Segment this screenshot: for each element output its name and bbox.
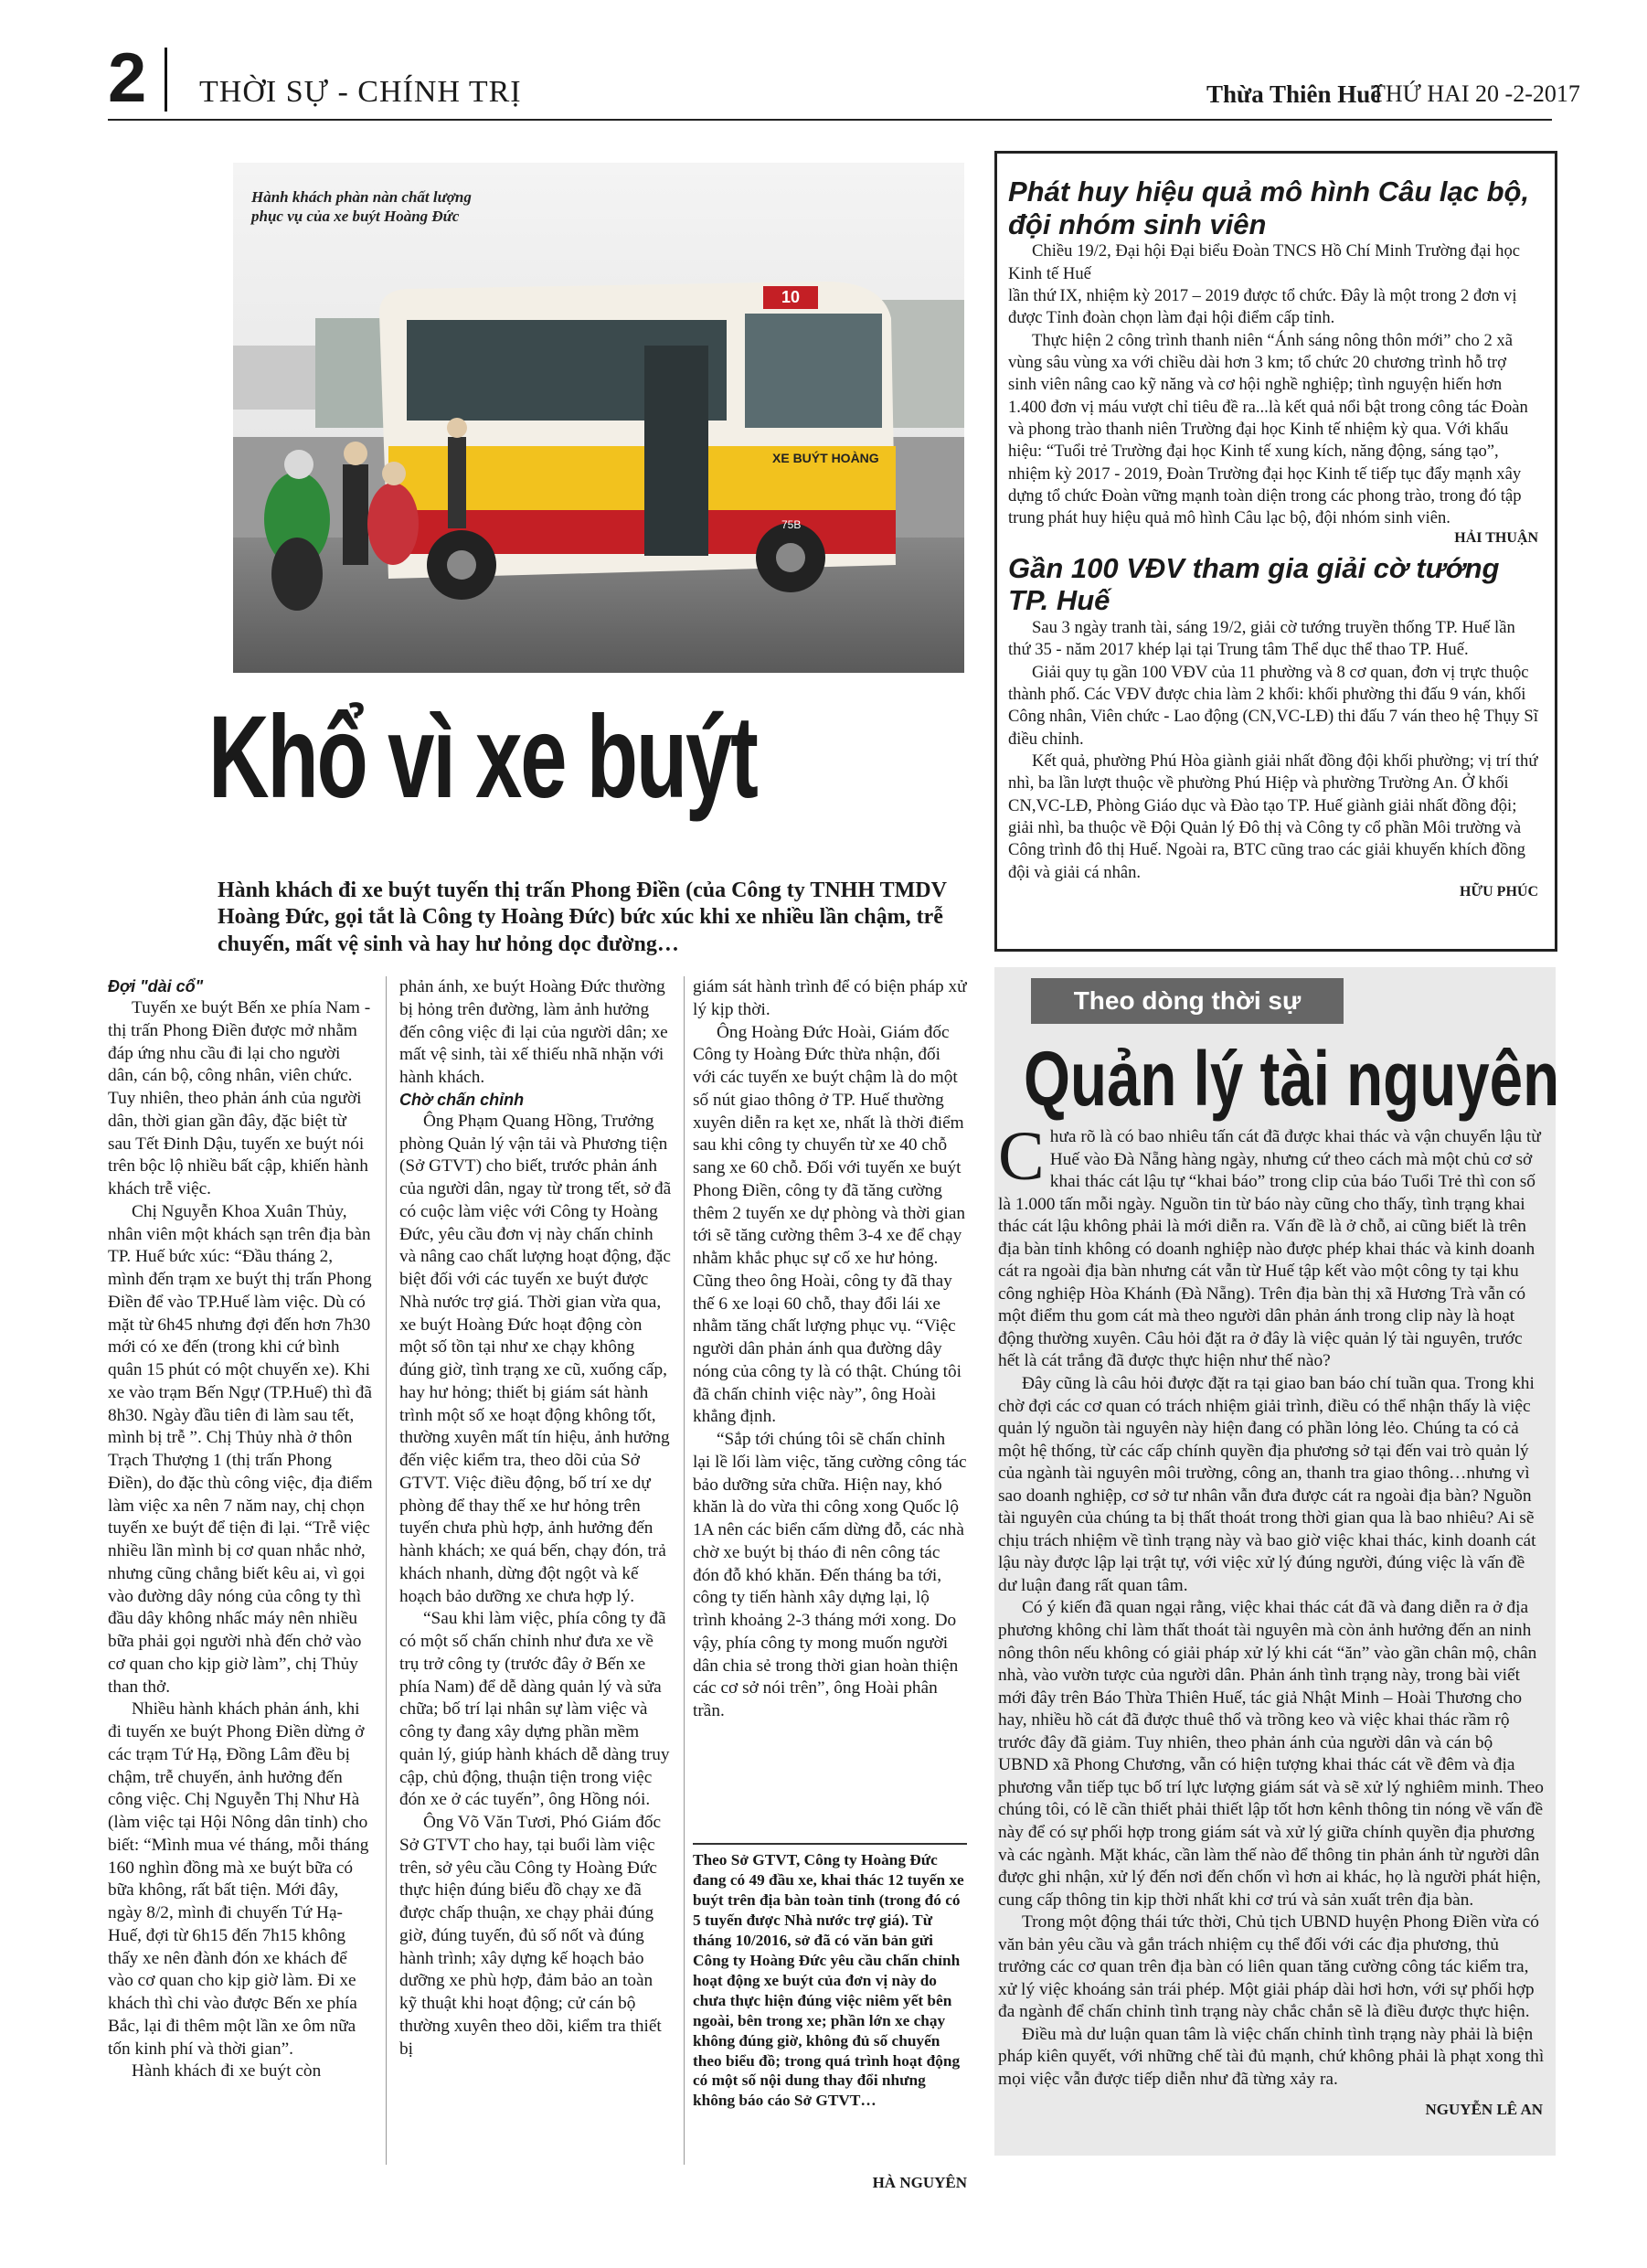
news-brief-box bbox=[994, 151, 1557, 952]
page-number: 2 bbox=[108, 39, 147, 117]
article-column-1 bbox=[108, 976, 373, 2083]
bus-plate: 75B bbox=[781, 518, 802, 531]
bus-photo bbox=[233, 163, 964, 673]
fact-note: Theo Sở GTVT, Công ty Hoàng Đức đang có 49 đầu xe, khai thác 12 tuyến xe buýt trên địa bàn toàn tỉnh (trong đó có 5 tuyến được Nhà nước trợ giá). Từ tháng 10/2016, sở đã có văn bản gửi Công ty Hoàng Đức yêu cầu chấn chỉnh hoạt động xe buýt của đơn vị này do chưa thực hiện đúng việc niêm yết bên ngoài, bên trong xe; phần lớn xe chạy không đúng giờ, không đủ số chuyến theo biểu đồ; trong quá trình hoạt động có một số nội dung thay đổi nhưng không báo cáo Sở GTVT… bbox=[693, 1843, 967, 2111]
paragraph: “Sắp tới chúng tôi sẽ chấn chỉnh lại lề lối làm việc, tăng cường công tác bảo dưỡng sửa chữa. Hiện nay, khó khăn là do vừa thi công xong Quốc lộ 1A nên các biển cấm dừng đỗ, các nhà chờ xe buýt bị tháo đi nên công tác đón đỗ khó khăn. Đến tháng ba tới, công ty tiến hành xây dựng lại, lộ trình khoảng 2-3 tháng mới xong. Do vậy, phía công ty mong muốn người dân chia sẻ trong thời gian hoàn thiện các cơ sở nói trên”, ông Hoài phân trần. bbox=[693, 1430, 967, 1720]
main-headline: Khổ vì xe buýt bbox=[208, 692, 757, 823]
brief-1-title: Phát huy hiệu quả mô hình Câu lạc bộ, đội nhóm sinh viên bbox=[1008, 176, 1530, 240]
column-divider bbox=[386, 976, 387, 2165]
paragraph: giám sát hành trình để có biện pháp xử lý kịp thời. bbox=[693, 977, 967, 1019]
paragraph: lần thứ IX, nhiệm kỳ 2017 – 2019 được tổ chức. Đây là một trong 2 đơn vị được Tỉnh đoàn chọn làm đại hội điểm cấp tỉnh. bbox=[1008, 285, 1517, 328]
paragraph: Giải quy tụ gần 100 VĐV của 11 phường và 8 cơ quan, đơn vị trực thuộc thành phố. Các VĐV được chia làm 2 khối: khối phường thi đấu 9 ván, khối Công nhân, Viên chức - Lao động (CN,VC-LĐ) thi đấu 7 ván theo hệ Thụy Sĩ điều chỉnh. bbox=[1008, 662, 1538, 749]
bus-photo-illustration bbox=[233, 163, 964, 673]
paragraph: “Sau khi làm việc, phía công ty đã có một số chấn chỉnh như đưa xe về trụ trở công ty (trước đây ở Bến xe phía Nam) để dễ dàng quản lý và sửa chữa; bố trí lại nhân sự làm việc và công ty đang xây dựng phần mềm quản lý, giúp hành khách dễ dàng truy cập, chủ động, thuận tiện trong việc đón xe ở các tuyến”, ông Hồng nói. bbox=[399, 1609, 670, 1810]
header-divider bbox=[165, 48, 167, 112]
paragraph: hưa rõ là có bao nhiêu tấn cát đã được khai thác và vận chuyển lậu từ Huế vào Đà Nẵng hàng ngày, nhưng cứ theo cách mà một chủ cơ sở khai thác cát lậu tự “khai báo” trong clip của báo Tuổi Trẻ thì con số là 1.000 tấn mỗi ngày. Nguồn tin từ báo này cũng cho thấy, tình trạng khai thác cát lậu không phải là mới diễn ra. Vấn đề là ở chỗ, ai cũng biết là trên địa bàn tỉnh không có doanh nghiệp nào được phép khai thác và kinh doanh cát ra ngoài địa bàn nhưng cát vẫn từ Huế tập kết vào một công ty tại khu công nghiệp Hòa Khánh (Đà Nẵng). Trên địa bàn thị xã Hương Trà vẫn có một điểm thu gom cát mà theo người dân phản ánh trong clip này là hoạt động thường xuyên. Câu hỏi đặt ra ở đây là việc quản lý tài nguyên, trước hết là cát trắng đã được thực hiện như thế nào? bbox=[998, 1127, 1541, 1371]
bus-route-label: 10 bbox=[781, 288, 801, 306]
paragraph: Sau 3 ngày tranh tài, sáng 19/2, giải cờ tướng truyền thống TP. Huế lần thứ 35 - năm 2017 khép lại tại Trung tâm Thể dục thể thao TP. Huế. bbox=[1008, 618, 1515, 660]
paragraph: Điều mà dư luận quan tâm là việc chấn chỉnh tình trạng này phải là biện pháp kiên quyết, với những chế tài đủ mạnh, chứ không phải là phạt xong thì mọi việc vẫn được tiếp diễn như đã từng xảy ra. bbox=[998, 2024, 1545, 2089]
paragraph: Ông Võ Văn Tươi, Phó Giám đốc Sở GTVT cho hay, tại buổi làm việc trên, sở yêu cầu Công ty Hoàng Đức thực hiện đúng biểu đồ chạy xe đã được chấp thuận, xe chạy phải đúng giờ, đúng tuyến, đủ số nốt và đúng hành trình; xây dựng kế hoạch bảo dưỡng xe phù hợp, đảm bảo an toàn kỹ thuật khi hoạt động; cử cán bộ thường xuyên theo dõi, kiểm tra thiết bị bbox=[399, 1813, 662, 2059]
paragraph: Hành khách đi xe buýt còn bbox=[132, 2061, 322, 2082]
issue-date: THỨ HAI 20 -2-2017 bbox=[1371, 80, 1580, 107]
paragraph: Đây cũng là câu hỏi được đặt ra tại giao ban báo chí tuần qua. Trong khi chờ đợi các cơ quan có trách nhiệm giải trình, điều có thể nhận thấy là việc quản lý nguồn tài nguyên này hiện đang có phần lỏng lẻo. Chúng ta có cả một hệ thống, từ các cấp chính quyền địa phương sở tại đến vai trò quản lý của ngành tài nguyên môi trường, công an, thanh tra giao thông…nhưng vì sao doanh nghiệp, cơ sở tư nhân vẫn đưa được cát ra ngoài địa bàn? Nguồn tài nguyên của chúng ta bị thất thoát trong thời gian qua là bao nhiêu? Ai sẽ chịu trách nhiệm về tình trạng này và bao giờ việc khai thác, kinh doanh cát lậu này được lập lại trật tự, với việc xử lý đúng người, đúng việc là vấn đề dư luận đang rất quan tâm. bbox=[998, 1374, 1536, 1595]
subhead-1: Đợi "dài cổ" bbox=[108, 977, 204, 996]
opinion-body bbox=[998, 1118, 1546, 2092]
article-column-3 bbox=[693, 976, 967, 1723]
paragraph: Trong một động thái tức thời, Chủ tịch UBND huyện Phong Điền vừa có văn bản yêu cầu và gắn trách nhiệm cụ thể đối với các địa phương, thủ trưởng các cơ quan trên địa bàn có liên quan tăng cường công tác kiểm tra, xử lý việc khoáng sản trái phép. Một giải pháp dài hơi hơn, với sự phối hợp đa ngành để chấn chỉnh tình trạng này chắc chắn sẽ là điều được thực hiện. bbox=[998, 1912, 1539, 2022]
brief-2-title: Gần 100 VĐV tham gia giải cờ tướng TP. Huế bbox=[1008, 551, 1500, 617]
paragraph: phản ánh, xe buýt Hoàng Đức thường bị hỏng trên đường, làm ảnh hưởng đến công việc đi lại của người dân; xe mất vệ sinh, tài xế thiếu nhã nhặn với hành khách. bbox=[399, 977, 668, 1087]
header-rule bbox=[108, 119, 1552, 121]
paragraph: Tuyến xe buýt Bến xe phía Nam - thị trấn Phong Điền được mở nhằm đáp ứng nhu cầu đi lại cho người dân, cán bộ, công nhân, viên chức. Tuy nhiên, theo phản ánh của người dân, thời gian gần đây, đặc biệt từ sau Tết Đinh Dậu, tuyến xe buýt nói trên bộc lộ nhiều bất cập, khiến hành khách trễ việc. bbox=[108, 998, 371, 1199]
main-author: HÀ NGUYÊN bbox=[872, 2174, 967, 2191]
paragraph: Có ý kiến đã quan ngại rằng, việc khai thác cát đã và đang diễn ra ở địa phương không chỉ làm thất thoát tài nguyên mà còn ảnh hưởng đến an ninh nông thôn nếu không có giải pháp xử lý khi cát “ăn” vào gần chân mộ, chân nhà, vào vườn tược của người dân. Phản ánh tình trạng này, trong bài viết mới đây trên Báo Thừa Thiên Huế, tác giả Nhật Minh – Hoài Thương cho hay, nhiều hồ cát đã được thuê thổ và trồng keo và việc khai thác rầm rộ trước đây đã giảm. Tuy nhiên, theo phản ánh của người dân và cán bộ UBND xã Phong Chương, vẫn có hiện tượng khai thác cát về đêm và địa phương vẫn tiếp tục bố trí lực lượng giám sát và sẽ xử lý nghiêm minh. Theo chúng tôi, có lẽ cần thiết phải thiết lập tốt hơn kênh thông tin nóng về vấn đề này để có sự phối hợp trong giám sát và xử lý giữa chính quyền địa phương và các ngành. Mặt khác, cần làm thế nào để thông tin phản ánh từ người dân được ghi nhận, xử lý đến nơi đến chốn vì hơn ai khác, họ là người phát hiện, cung cấp thông tin kịp thời nhất khi cơ trú và sản xuất trên địa bàn. bbox=[998, 1598, 1544, 1910]
opinion-title: Quản lý tài nguyên bbox=[1024, 1036, 1560, 1122]
paragraph: Chị Nguyễn Khoa Xuân Thủy, nhân viên một khách sạn trên địa bàn TP. Huế bức xúc: “Đầu tháng 2, mình đến trạm xe buýt thị trấn Phong Điền để vào TP.Huế làm việc. Dù có mặt từ 6h45 nhưng đợi đến hơn 7h30 mới có xe đến (trong khi cứ bình quân 15 phút có một chuyến xe). Khi xe vào trạm Bến Ngự (TP.Huế) thì đã 8h30. Ngày đầu tiên đi làm sau tết, mình bị trễ ”. Chị Thủy nhà ở thôn Trạch Thượng 1 (thị trấn Phong Điền), do đặc thù công việc, địa điểm làm việc xa nên 7 năm nay, chị chọn tuyến xe buýt để tiện đi lại. “Trễ việc nhiều lần mình bị cơ quan nhắc nhở, nhưng cũng chẳng biết kêu ai, vì gọi vào đường dây nóng của công ty thì đầu dây không nhấc máy nên nhiều bữa phải gọi người nhà đến chở vào cơ quan cho kịp giờ làm”, chị Thủy than thở. bbox=[108, 1201, 373, 1697]
newspaper-name: Thừa Thiên Huế bbox=[1206, 80, 1382, 108]
brief-2-author: HỮU PHÚC bbox=[1459, 884, 1538, 900]
drop-cap: C bbox=[998, 1118, 1045, 1195]
main-sapo: Hành khách đi xe buýt tuyến thị trấn Phong Điền (của Công ty TNHH TMDV Hoàng Đức, gọi tắt là Công ty Hoàng Đức) bức xúc khi xe nhiều lần chậm, trễ chuyến, mất vệ sinh và hay hư hỏng dọc đường… bbox=[218, 878, 947, 956]
article-column-2 bbox=[399, 976, 674, 2060]
section-title: THỜI SỰ - CHÍNH TRỊ bbox=[199, 75, 522, 109]
paragraph: Nhiều hành khách phản ánh, khi đi tuyến xe buýt Phong Điền dừng ở các trạm Tứ Hạ, Đồng Lâm đều bị chậm, trễ chuyến, ảnh hưởng đến công việc. Chị Nguyễn Thị Như Hà (làm việc tại Hội Nông dân tỉnh) cho biết: “Mình mua vé tháng, mỗi tháng 160 nghìn đồng mà xe buýt bữa có bữa không, rất bất tiện. Mới đây, ngày 8/2, mình đi chuyến Tứ Hạ-Huế, đợi từ 6h15 đến 7h15 không thấy xe nên đành đón xe khách để vào cơ quan cho kịp giờ làm. Đi xe khách thì chi vào được Bến xe phía Bắc, lại đi thêm một lần xe ôm nữa tốn kinh phí và thời gian”. bbox=[108, 1699, 369, 2059]
brief-1-author: HẢI THUẬN bbox=[1454, 529, 1538, 546]
photo-caption: Hành khách phàn nàn chất lượng phục vụ của xe buýt Hoàng Đức bbox=[251, 188, 472, 226]
paragraph: Chiều 19/2, Đại hội Đại biểu Đoàn TNCS Hồ Chí Minh Trường đại học Kinh tế Huế bbox=[1008, 241, 1520, 283]
paragraph: Ông Hoàng Đức Hoài, Giám đốc Công ty Hoàng Đức thừa nhận, đối với các tuyến xe buýt chậm là do một số nút giao thông ở TP. Huế thường xuyên diễn ra kẹt xe, nhất là thời điểm sau khi công ty chuyển từ xe 40 chỗ sang xe 60 chỗ. Đối với tuyến xe buýt Phong Điền, công ty đã tăng cường thêm 2 tuyến xe dự phòng và thời gian tới sẽ tăng cường thêm 3-4 xe để chạy nhằm khắc phục sự cố xe hư hỏng. Cũng theo ông Hoài, công ty đã thay thế 6 xe loại 60 chỗ, thay đổi lái xe nhằm tăng chất lượng phục vụ. “Việc người dân phản ánh qua đường dây nóng của công ty là có thật. Chúng tôi đã chấn chỉnh việc này”, ông Hoài khẳng định. bbox=[693, 1022, 966, 1427]
column-divider bbox=[684, 976, 685, 2165]
opinion-author: NGUYỄN LÊ AN bbox=[1425, 2101, 1543, 2118]
paragraph: Kết quả, phường Phú Hòa giành giải nhất đồng đội khối phường; vị trí thứ nhì, ba lần lượt thuộc về phường Phú Hiệp và phường Trường An. Ở khối CN,VC-LĐ, Phòng Giáo dục và Đào tạo TP. Huế giành giải nhất đồng đội; giải nhì, ba thuộc về Đội Quản lý Đô thị và Công ty cổ phần Môi trường và Công trình đô thị Huế. Ngoài ra, BTC cũng trao các giải khuyến khích đồng đội và giải cá nhân. bbox=[1008, 751, 1538, 882]
bus-sign: XE BUÝT HOÀNG bbox=[772, 451, 879, 465]
paragraph: Ông Phạm Quang Hồng, Trưởng phòng Quản lý vận tải và Phương tiện (Sở GTVT) cho biết, trước phản ánh của người dân, ngay từ trong tết, sở đã có cuộc làm việc với Công ty Hoàng Đức, yêu cầu đơn vị này chấn chỉnh và nâng cao chất lượng hoạt động, đặc biệt đối với các tuyến xe buýt được Nhà nước trợ giá. Thời gian vừa qua, xe buýt Hoàng Đức hoạt động còn một số tồn tại như xe chạy không đúng giờ, tình trạng xe cũ, xuống cấp, hay hư hỏng; thiết bị giám sát hành trình một số xe hoạt động không tốt, thường xuyên mất tín hiệu, ảnh hưởng đến việc kiểm tra, theo dõi của Sở GTVT. Việc điều động, bố trí xe dự phòng để thay thế xe hư hỏng trên tuyến chưa phù hợp, ảnh hưởng đến hành khách; xe quá bến, chạy đón, trả khách nhanh, dừng đột ngột và kế hoạch bảo dưỡng xe chưa hợp lý. bbox=[399, 1111, 672, 1606]
brief-1-body bbox=[1008, 240, 1538, 529]
brief-2-body bbox=[1008, 617, 1538, 884]
paragraph: Thực hiện 2 công trình thanh niên “Ánh sáng nông thôn mới” cho 2 xã vùng sâu vùng xa với chiều dài hơn 3 km; tổ chức 20 chương trình hỗ trợ sinh viên nâng cao kỹ năng và cơ hội nghề nghiệp; tình nguyện hiến hơn 1.400 đơn vị máu vượt chỉ tiêu đề ra...là kết quả nổi bật trong công tác Đoàn và phong trào thanh niên Trường đại học Kinh tế nhiệm kỳ qua. Với khẩu hiệu: “Tuổi trẻ Trường đại học Kinh tế xung kích, năng động, sáng tạo”, nhiệm kỳ 2017 - 2019, Đoàn Trường đại học Kinh tế tiếp tục đẩy mạnh xây dựng tổ chức Đoàn vững mạnh toàn diện trong các phong trào, trong đó tập trung phát huy hiệu quả mô hình Câu lạc bộ, đội nhóm sinh viên. bbox=[1008, 330, 1528, 528]
subhead-2: Chờ chấn chỉnh bbox=[399, 1090, 525, 1109]
opinion-tag: Theo dòng thời sự bbox=[1031, 978, 1344, 1024]
